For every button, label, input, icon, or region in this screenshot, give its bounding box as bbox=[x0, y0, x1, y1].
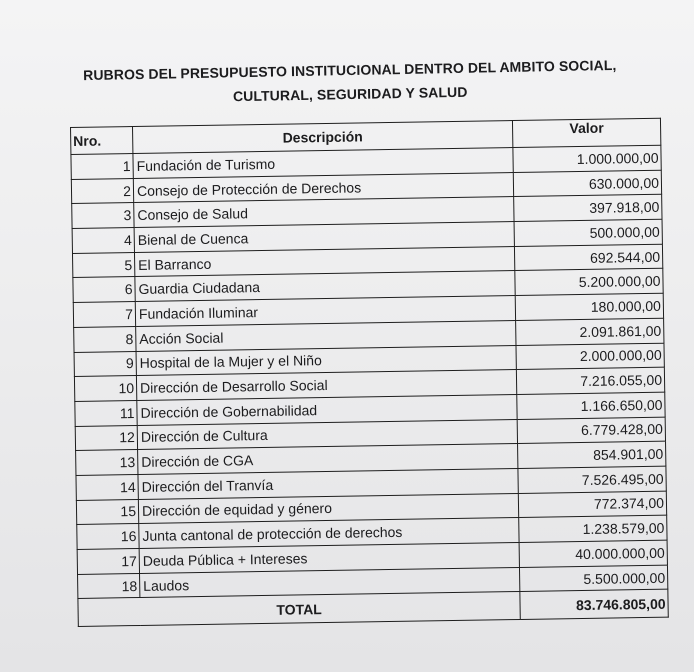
row-valor: 40.000.000,00 bbox=[519, 540, 667, 567]
total-label: TOTAL bbox=[78, 592, 520, 627]
row-valor: 630.000,00 bbox=[513, 170, 661, 197]
row-nro: 14 bbox=[76, 474, 138, 500]
table-body bbox=[71, 145, 668, 599]
row-valor: 692.544,00 bbox=[514, 244, 662, 271]
header-nro: Nro. bbox=[71, 127, 133, 155]
row-descripcion: Fundación Iluminar bbox=[135, 296, 515, 327]
row-descripcion: Deuda Pública + Intereses bbox=[139, 542, 519, 573]
header-valor: Valor bbox=[512, 118, 660, 147]
row-valor: 5.500.000,00 bbox=[519, 565, 667, 592]
row-valor: 7.216.055,00 bbox=[516, 367, 664, 394]
row-descripcion: Dirección del Tranvía bbox=[138, 468, 518, 499]
title-line-1: RUBROS DEL PRESUPUESTO INSTITUCIONAL DENTRO DEL AMBITO SOCIAL, bbox=[82, 56, 617, 84]
row-valor: 772.374,00 bbox=[518, 491, 666, 518]
row-valor: 1.166.650,00 bbox=[517, 392, 665, 419]
row-descripcion: Dirección de Gobernabilidad bbox=[137, 394, 517, 425]
row-nro: 10 bbox=[74, 376, 136, 402]
row-nro: 7 bbox=[73, 302, 135, 328]
row-nro: 15 bbox=[76, 499, 138, 525]
row-descripcion: Dirección de CGA bbox=[138, 444, 518, 475]
row-descripcion: Guardia Ciudadana bbox=[135, 271, 515, 302]
row-valor: 2.091.861,00 bbox=[516, 318, 664, 345]
row-valor: 1.000.000,00 bbox=[513, 145, 661, 172]
row-nro: 5 bbox=[72, 252, 134, 278]
row-descripcion: Laudos bbox=[140, 567, 520, 598]
title-line-2: CULTURAL, SEGURIDAD Y SALUD bbox=[232, 83, 468, 105]
row-nro: 16 bbox=[77, 524, 139, 550]
row-valor: 500.000,00 bbox=[514, 219, 662, 246]
row-descripcion: Fundación de Turismo bbox=[133, 148, 513, 179]
row-valor: 397.918,00 bbox=[514, 195, 662, 222]
row-valor: 6.779.428,00 bbox=[517, 417, 665, 444]
row-descripcion: El Barranco bbox=[134, 246, 514, 277]
row-descripcion: Consejo de Protección de Derechos bbox=[133, 172, 513, 203]
row-valor: 180.000,00 bbox=[515, 293, 663, 320]
row-valor: 854.901,00 bbox=[518, 441, 666, 468]
row-nro: 9 bbox=[74, 351, 136, 377]
row-nro: 12 bbox=[75, 425, 137, 451]
row-nro: 4 bbox=[72, 228, 134, 254]
row-descripcion: Dirección de Desarrollo Social bbox=[136, 370, 516, 401]
row-valor: 5.200.000,00 bbox=[515, 269, 663, 296]
total-value: 83.746.805,00 bbox=[520, 590, 668, 620]
document-title bbox=[40, 52, 661, 112]
budget-table bbox=[70, 118, 669, 628]
row-valor: 7.526.495,00 bbox=[518, 466, 666, 493]
row-valor: 2.000.000,00 bbox=[516, 343, 664, 370]
row-nro: 2 bbox=[71, 178, 133, 204]
row-descripcion: Consejo de Salud bbox=[134, 197, 514, 228]
row-descripcion: Dirección de Cultura bbox=[137, 419, 517, 450]
row-valor: 1.238.579,00 bbox=[519, 515, 667, 542]
row-nro: 17 bbox=[77, 548, 139, 574]
row-nro: 6 bbox=[73, 277, 135, 303]
row-descripcion: Bienal de Cuenca bbox=[134, 222, 514, 253]
row-nro: 1 bbox=[71, 154, 133, 180]
row-descripcion: Acción Social bbox=[136, 320, 516, 351]
row-descripcion: Dirección de equidad y género bbox=[138, 493, 518, 524]
row-nro: 8 bbox=[74, 326, 136, 352]
header-descripcion: Descripción bbox=[133, 121, 513, 154]
row-descripcion: Junta cantonal de protección de derechos bbox=[139, 518, 519, 549]
row-descripcion: Hospital de la Mujer y el Niño bbox=[136, 345, 516, 376]
row-nro: 18 bbox=[78, 573, 140, 599]
row-nro: 13 bbox=[76, 450, 138, 476]
row-nro: 11 bbox=[75, 400, 137, 426]
row-nro: 3 bbox=[72, 203, 134, 229]
